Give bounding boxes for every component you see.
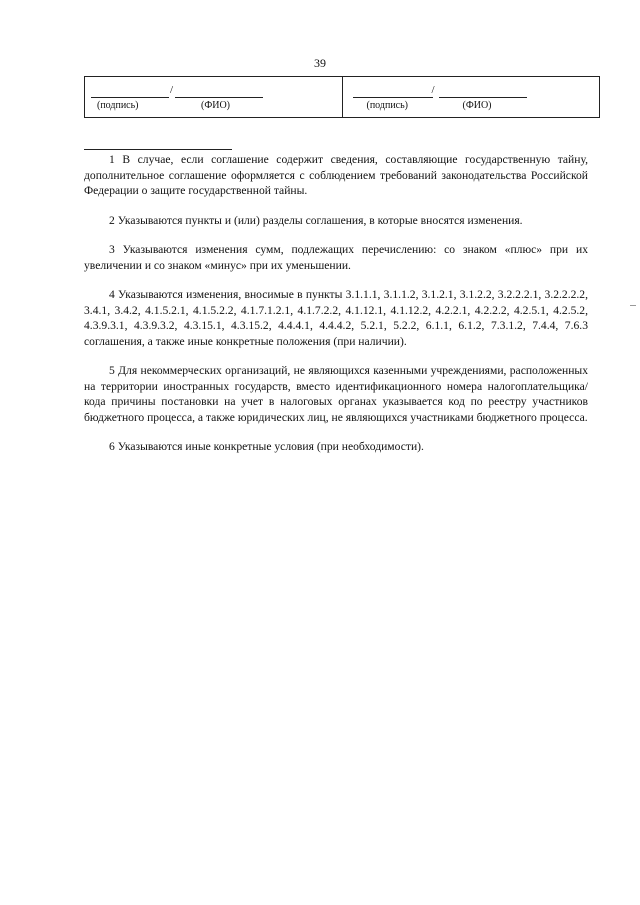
- signature-table: [84, 76, 600, 118]
- scan-margin-mark: [630, 305, 636, 306]
- signature-caption: (подпись): [366, 100, 409, 111]
- footnote-5: 5 Для некоммерческих организаций, не являющихся казенными учреждениями, расположенных на территории иностранных государств, вместо идентификационного номера налогоплательщика/кода причины постановки на учет в налоговых органах указывается код по реестру участников бюджетного процесса, а также юридических лиц, не являющихся участниками бюджетного процесса.: [84, 364, 588, 424]
- name-line: [439, 97, 527, 98]
- signature-separator: /: [170, 84, 174, 96]
- signature-separator: /: [431, 84, 435, 96]
- page-number: 39: [314, 56, 326, 70]
- footnotes-list: [84, 152, 588, 469]
- footnote-2: 2 Указываются пункты и (или) разделы соглашения, в которые вносятся изменения.: [109, 213, 523, 227]
- signature-cell-left: [85, 77, 342, 117]
- signature-line: [353, 97, 433, 98]
- footnote-6: 6 Указываются иные конкретные условия (при необходимости).: [109, 440, 424, 453]
- signature-cell-right: [342, 77, 600, 117]
- footnote-1: 1 В случае, если соглашение содержит сведения, составляющие государственную тайну, дополнительное соглашение оформляется с соблюдением требований законодательства Российской Федерации о защите государственной тайны.: [84, 153, 588, 197]
- footnote-3: 3 Указываются изменения сумм, подлежащих перечислению: со знаком «плюс» при их увеличении и со знаком «минус» при их уменьшении.: [84, 243, 588, 272]
- footnote-4: 4 Указываются изменения, вносимые в пункты 3.1.1.1, 3.1.1.2, 3.1.2.1, 3.1.2.2, 3.2.2.2.1, 3.2.2.2.2, 3.4.1, 3.4.2, 4.1.5.2.1, 4.1.5.2.2, 4.1.7.1.2.1, 4.1.7.2.2, 4.1.12.1, 4.1.12.2, 4.2.2.1, 4.2.2.2, 4.2.5.1, 4.2.5.2, 4.3.9.3.1, 4.3.9.3.2, 4.3.15.1, 4.3.15.2, 4.4.4.1, 4.4.4.2, 5.2.1, 5.2.2, 6.1.1, 6.1.2, 7.3.1.2, 7.4.4, 7.6.3 соглашения, а также иные конкретные положения (при наличии).: [84, 288, 588, 348]
- name-caption: (ФИО): [201, 100, 231, 111]
- signature-caption: (подпись): [97, 100, 139, 111]
- footnote-separator-rule: [84, 149, 232, 150]
- name-caption: (ФИО): [462, 100, 492, 111]
- name-line: [175, 97, 263, 98]
- signature-line: [91, 97, 169, 98]
